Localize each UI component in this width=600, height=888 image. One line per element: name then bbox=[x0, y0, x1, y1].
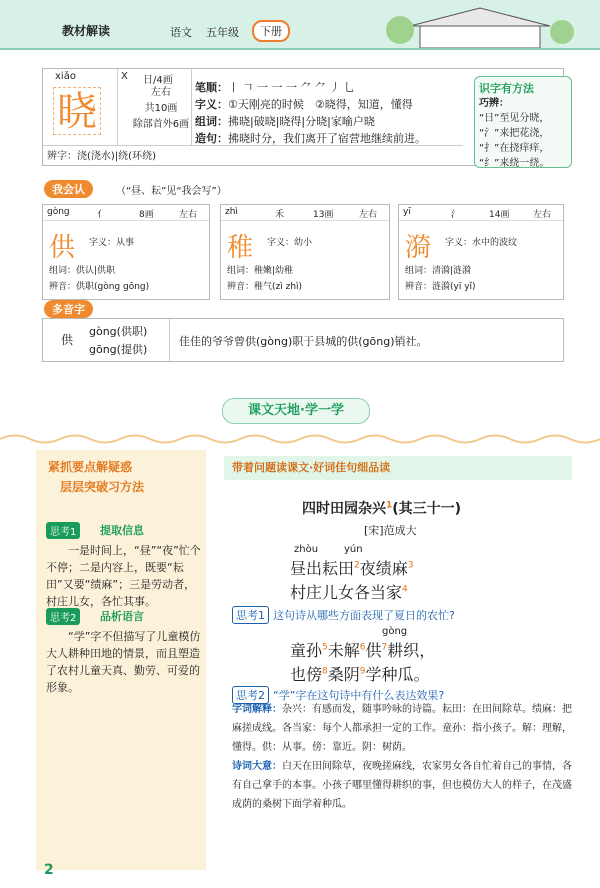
page-number: 2 bbox=[44, 862, 54, 878]
poem-title: 四时田园杂兴$^1$(其三十一) bbox=[302, 500, 462, 517]
card-zuci: 组词：清漪|涟漪 bbox=[405, 266, 472, 276]
card-head bbox=[399, 205, 563, 221]
think2-badge: 思考2 bbox=[46, 608, 80, 625]
card-zuci: 组词：供认|供职 bbox=[49, 266, 116, 276]
right-panel-title: 带着问题读课文·好词佳句细品读 bbox=[224, 456, 572, 480]
poem-line-1: 昼出耘田$^2$夜绩麻$^3$ bbox=[290, 559, 414, 578]
question-1: 思考1 这句诗从哪些方面表现了夏日的农忙? bbox=[232, 606, 455, 624]
subject-label: 语文 bbox=[170, 26, 192, 39]
card-char: 漪 bbox=[405, 233, 432, 263]
pinyin-annotation: yún bbox=[344, 544, 363, 555]
card-structure: 左右 bbox=[179, 210, 198, 220]
think1-title: 提取信息 bbox=[100, 524, 144, 537]
card-bottom bbox=[405, 263, 476, 295]
woshi-note: （“昼、耘”见“我会写”） bbox=[116, 186, 227, 197]
structure: 左右 bbox=[151, 87, 171, 98]
ziyi-label: 字义： bbox=[195, 98, 228, 111]
poem-author: [宋]范成大 bbox=[364, 524, 417, 537]
duoyin-reading-1: gòng(供职) bbox=[89, 325, 148, 338]
card-char: 供 bbox=[49, 233, 76, 263]
card-pinyin: yī bbox=[403, 207, 411, 217]
card-structure: 左右 bbox=[359, 210, 378, 220]
card-strokes: 8画 bbox=[139, 210, 154, 220]
card-char: 稚 bbox=[227, 233, 254, 263]
glossary-words: 字词解释：杂兴：有感而发，随事吟咏的诗篇。耘田：在田间除草。绩麻：把麻搓成线。各当家：每个人都承担一定的工作。童孙：指小孩子。解：理解，懂得。供：从事。傍：靠近。阴：树荫。 bbox=[232, 704, 572, 753]
card-radical: 禾 bbox=[275, 210, 285, 220]
zaoju: 拂晓时分，我们离开了宿营地继续前进。 bbox=[228, 132, 426, 145]
duoyin-box bbox=[42, 318, 564, 362]
divider bbox=[169, 319, 170, 361]
woshi-tag: 我会认 bbox=[44, 180, 93, 198]
char-card-3 bbox=[398, 204, 564, 300]
think2-text: “学”字不但描写了儿童模仿大人耕种田地的情景，而且塑造了农村儿童天真、勤劳、可爱的形象。 bbox=[46, 630, 201, 694]
hint-line: “氵”来把花浇， bbox=[479, 128, 550, 139]
pinyin-annotation: zhòu bbox=[294, 544, 319, 555]
card-pinyin: gòng bbox=[47, 207, 70, 217]
radical-x: X bbox=[121, 71, 128, 82]
card-bianyin: 辨音：涟漪(yī yǐ) bbox=[405, 282, 476, 292]
brand-title: 教材解读 bbox=[62, 24, 111, 38]
poem-line-2: 村庄儿女各当家$^4$ bbox=[290, 583, 408, 602]
hint-line: “纟”来绕一绕。 bbox=[479, 158, 550, 169]
pinyin: xiǎo bbox=[55, 71, 76, 82]
card-strokes: 14画 bbox=[489, 210, 510, 220]
character-info bbox=[121, 85, 201, 133]
character-details bbox=[195, 79, 426, 147]
char-card-2 bbox=[220, 204, 390, 300]
card-bianyin: 辨音：供职(gòng gōng) bbox=[49, 282, 150, 292]
bianzi: 辨字：浇(浇水)|绕(环绕) bbox=[47, 151, 156, 162]
bishun-label: 笔顺： bbox=[195, 81, 228, 94]
zuci-label: 组词： bbox=[195, 115, 228, 128]
card-bottom bbox=[227, 263, 302, 295]
hint-box bbox=[474, 76, 572, 168]
card-def: 字义：幼小 bbox=[267, 238, 313, 248]
left-title-2: 层层突破习方法 bbox=[60, 480, 145, 494]
bishun: 丨 𠃍 一 一 一 ⺈ ⺈ 丿 乚 bbox=[228, 81, 355, 94]
card-def: 字义：水中的波纹 bbox=[445, 238, 518, 248]
hint-line: “扌”在挠痒痒， bbox=[479, 143, 550, 154]
page-header bbox=[0, 0, 600, 50]
card-pinyin: zhì bbox=[225, 207, 238, 217]
hint-sub: 巧辨： bbox=[479, 98, 509, 109]
poem-line-4: 也傍$^8$桑阴$^9$学种瓜。 bbox=[290, 665, 430, 684]
glossary bbox=[232, 700, 572, 814]
ziyi: ①天刚亮的时候 ②晓得，知道，懂得 bbox=[228, 98, 413, 111]
stroke-info: 日/4画 bbox=[143, 75, 173, 86]
card-radical: 氵 bbox=[451, 210, 461, 220]
wave-divider bbox=[0, 432, 600, 446]
glossary-meaning: 诗词大意：白天在田间除草，夜晚搓麻线，农家男女各自忙着自己的事情，各有自己拿手的本事。小孩子哪里懂得耕织的事，但也模仿大人的样子，在茂盛成荫的桑树下面学着种瓜。 bbox=[232, 761, 572, 810]
duoyin-reading-2: gōng(提供) bbox=[89, 343, 148, 356]
zaoju-label: 造句： bbox=[195, 132, 228, 145]
section-banner: 课文天地·学一学 bbox=[222, 398, 370, 424]
hint-title: 识字有方法 bbox=[479, 82, 534, 95]
char-card-1 bbox=[42, 204, 210, 300]
left-title-1: 紧抓要点解疑惑 bbox=[48, 460, 133, 474]
card-head bbox=[43, 205, 209, 221]
zuci: 拂晓|破晓|晓得|分晓|家喻户晓 bbox=[228, 115, 375, 128]
think1-text: 一是时间上，“昼”“夜”忙个不停；二是内容上，既要“耘田”又要“绩麻”；三是劳动者，村庄儿女，各忙其事。 bbox=[46, 544, 201, 608]
card-radical: 亻 bbox=[97, 210, 107, 220]
stroke-remove: 除部首外6画 bbox=[132, 119, 190, 130]
duoyin-sentence: 佳佳的爷爷曾供(gòng)职于县城的供(gōng)销社。 bbox=[179, 335, 428, 348]
card-bianyin: 辨音：稚气(zì zhì) bbox=[227, 282, 303, 292]
question-2: 思考2 “学”字在这句诗中有什么表达效果? bbox=[232, 686, 444, 704]
card-strokes: 13画 bbox=[313, 210, 334, 220]
think2-title: 品析语言 bbox=[100, 610, 144, 623]
card-def: 字义：从事 bbox=[89, 238, 135, 248]
big-character: 晓 bbox=[53, 87, 101, 135]
grade-label: 五年级 bbox=[206, 26, 239, 39]
volume-badge: 下册 bbox=[252, 20, 290, 42]
card-head bbox=[221, 205, 389, 221]
divider bbox=[117, 69, 118, 145]
left-column bbox=[36, 450, 206, 870]
pinyin-annotation: gòng bbox=[382, 626, 408, 637]
card-structure: 左右 bbox=[533, 210, 552, 220]
think1-badge: 思考1 bbox=[46, 522, 80, 539]
duoyin-char: 供 bbox=[61, 333, 74, 347]
duoyin-tag: 多音字 bbox=[44, 300, 93, 318]
card-bottom bbox=[49, 263, 149, 295]
card-zuci: 组词：稚嫩|幼稚 bbox=[227, 266, 294, 276]
house-illustration bbox=[380, 4, 580, 48]
total-strokes: 共10画 bbox=[144, 103, 178, 114]
hint-line: “日”至见分晓， bbox=[479, 113, 550, 124]
poem-line-3: 童孙$^5$未解$^6$供$^7$耕织， bbox=[290, 641, 436, 660]
